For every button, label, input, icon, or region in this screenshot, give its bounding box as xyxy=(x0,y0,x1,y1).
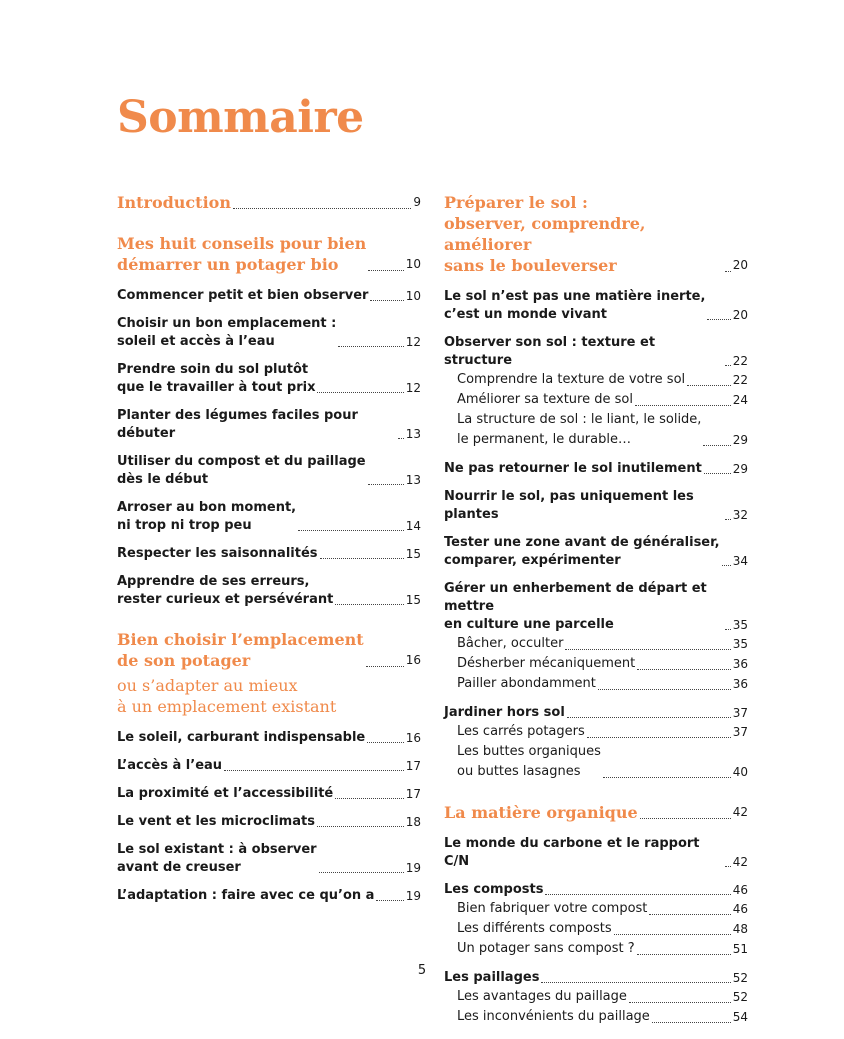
page-title: Sommaire xyxy=(117,92,364,143)
toc-entry-title: Comprendre la texture de votre sol xyxy=(457,372,686,387)
toc-page-number: 15 xyxy=(405,547,421,561)
toc-page-number: 40 xyxy=(732,765,748,779)
toc-page-number: 52 xyxy=(732,971,748,985)
dot-leader xyxy=(567,717,731,718)
toc-page-number: 34 xyxy=(732,554,748,568)
toc-entry-title: Le soleil, carburant indispensable xyxy=(117,730,366,745)
dot-leader xyxy=(224,770,404,771)
toc-entry-title: Un potager sans compost ? xyxy=(457,941,635,956)
toc-page-number: 36 xyxy=(732,657,748,671)
toc-page-number: 15 xyxy=(405,593,421,607)
dot-leader xyxy=(687,385,731,386)
toc-entry-title: Bâcher, occulter xyxy=(457,636,564,651)
toc-subentry[interactable] xyxy=(444,919,748,939)
toc-page-number: 46 xyxy=(732,883,748,897)
toc-subentry[interactable] xyxy=(444,674,748,694)
toc-page-number: 36 xyxy=(732,677,748,691)
dot-leader xyxy=(338,346,403,347)
toc-entry-title: La proximité et l’accessibilité xyxy=(117,786,334,801)
toc-entry[interactable] xyxy=(117,407,421,443)
toc-entry-title: Apprendre de ses erreurs, rester curieux et persévérant xyxy=(117,574,334,607)
dot-leader xyxy=(376,900,403,901)
toc-entry-title: Commencer petit et bien observer xyxy=(117,288,369,303)
dot-leader xyxy=(649,914,730,915)
toc-entry-title: Gérer un enherbement de départ et mettre en culture une parcelle xyxy=(444,581,707,632)
toc-entry-title: Bien fabriquer votre compost xyxy=(457,901,648,916)
toc-page-number: 22 xyxy=(732,354,748,368)
dot-leader xyxy=(725,519,731,520)
toc-entry-title: Utiliser du compost et du paillage dès le début xyxy=(117,454,366,487)
toc-page-number: 52 xyxy=(732,990,748,1004)
toc-entry-title: Préparer le sol : observer, comprendre, améliorer sans le bouleverser xyxy=(444,193,646,275)
dot-leader xyxy=(637,954,731,955)
dot-leader xyxy=(565,649,730,650)
toc-entry-title: Améliorer sa texture de sol xyxy=(457,392,633,407)
toc-page-number: 22 xyxy=(732,373,748,387)
dot-leader xyxy=(707,319,730,320)
toc-entry[interactable] xyxy=(444,334,748,370)
toc-page-number: 19 xyxy=(405,889,421,903)
toc-entry-title: Choisir un bon emplacement : soleil et accès à l’eau xyxy=(117,316,337,349)
toc-subentry[interactable] xyxy=(444,899,748,919)
toc-page-number: 9 xyxy=(413,195,421,209)
toc-subentry[interactable] xyxy=(444,742,748,782)
toc-entry-title: Ne pas retourner le sol inutilement xyxy=(444,461,702,476)
toc-entry-title: Introduction xyxy=(117,193,231,212)
toc-entry-title: Prendre soin du sol plutôt que le travailler à tout prix xyxy=(117,362,316,395)
toc-page-number: 48 xyxy=(732,922,748,936)
toc-page-number: 37 xyxy=(732,725,748,739)
toc-subentry[interactable] xyxy=(444,370,748,390)
dot-leader xyxy=(233,208,411,209)
toc-section-heading[interactable] xyxy=(444,802,748,823)
toc-page-number: 16 xyxy=(405,731,421,745)
toc-right-column xyxy=(444,192,748,1027)
toc-entry-title: Les carrés potagers xyxy=(457,724,585,739)
toc-entry[interactable] xyxy=(444,835,748,871)
toc-page-number: 24 xyxy=(732,393,748,407)
toc-page-number: 18 xyxy=(405,815,421,829)
toc-page-number: 20 xyxy=(732,308,748,322)
toc-entry-title: Respecter les saisonnalités xyxy=(117,546,318,561)
toc-entry[interactable] xyxy=(117,573,421,609)
toc-entry[interactable] xyxy=(117,453,421,489)
dot-leader xyxy=(703,445,730,446)
dot-leader xyxy=(317,826,404,827)
toc-entry[interactable] xyxy=(444,881,748,899)
toc-page-number: 32 xyxy=(732,508,748,522)
toc-page-number: 13 xyxy=(405,473,421,487)
dot-leader xyxy=(398,438,404,439)
dot-leader xyxy=(368,484,404,485)
toc-page-number: 17 xyxy=(405,759,421,773)
toc-entry-title: Les composts xyxy=(444,882,544,897)
toc-page-number: 42 xyxy=(732,855,748,869)
toc-entry[interactable] xyxy=(444,460,748,478)
toc-entry-title: Les paillages xyxy=(444,970,540,985)
toc-entry[interactable] xyxy=(117,545,421,563)
dot-leader xyxy=(319,872,404,873)
dot-leader xyxy=(298,530,404,531)
toc-entry-title: Les différents composts xyxy=(457,921,612,936)
toc-subentry[interactable] xyxy=(444,722,748,742)
toc-subentry[interactable] xyxy=(444,634,748,654)
toc-entry-title: Nourrir le sol, pas uniquement les plantes xyxy=(444,489,694,522)
dot-leader xyxy=(725,365,731,366)
dot-leader xyxy=(629,1002,731,1003)
dot-leader xyxy=(704,473,731,474)
dot-leader xyxy=(320,558,404,559)
dot-leader xyxy=(725,271,731,272)
dot-leader xyxy=(367,742,403,743)
toc-page-number: 29 xyxy=(732,433,748,447)
toc-entry-title: Désherber mécaniquement xyxy=(457,656,636,671)
toc-entry[interactable] xyxy=(117,785,421,803)
dot-leader xyxy=(370,300,403,301)
toc-entry-title: Mes huit conseils pour bien démarrer un potager bio xyxy=(117,234,367,274)
toc-entry-title: Planter des légumes faciles pour débuter xyxy=(117,408,358,441)
toc-entry-title: L’accès à l’eau xyxy=(117,758,223,773)
toc-entry-title: Le vent et les microclimats xyxy=(117,814,315,829)
toc-entry-title: Bien choisir l’emplacement de son potager xyxy=(117,630,364,670)
toc-entry[interactable] xyxy=(117,287,421,305)
toc-subentry[interactable] xyxy=(444,939,748,959)
toc-entry[interactable] xyxy=(444,288,748,324)
dot-leader xyxy=(635,405,731,406)
dot-leader xyxy=(725,629,731,630)
toc-entry-title: Tester une zone avant de généraliser, comparer, expérimenter xyxy=(444,535,720,568)
toc-entry-title: Observer son sol : texture et structure xyxy=(444,335,656,368)
toc-entry-title: Les buttes organiques ou buttes lasagnes xyxy=(457,744,601,779)
toc-entry[interactable] xyxy=(444,580,748,634)
toc-entry[interactable] xyxy=(117,361,421,397)
toc-subentry[interactable] xyxy=(444,1007,748,1027)
dot-leader xyxy=(603,777,731,778)
toc-page-number: 19 xyxy=(405,861,421,875)
toc-section-heading[interactable] xyxy=(117,192,421,213)
toc-entry[interactable] xyxy=(117,499,421,535)
toc-page-number: 16 xyxy=(405,653,421,667)
toc-entry[interactable] xyxy=(117,813,421,831)
toc-entry[interactable] xyxy=(117,757,421,775)
toc-left-column xyxy=(117,192,421,905)
dot-leader xyxy=(640,818,731,819)
dot-leader xyxy=(637,669,731,670)
toc-entry[interactable] xyxy=(117,315,421,351)
toc-subentry[interactable] xyxy=(444,410,748,450)
dot-leader xyxy=(335,604,403,605)
dot-leader xyxy=(587,737,731,738)
toc-page-number: 42 xyxy=(732,805,748,819)
dot-leader xyxy=(652,1022,731,1023)
dot-leader xyxy=(368,270,403,271)
dot-leader xyxy=(366,666,404,667)
toc-page-number: 51 xyxy=(732,942,748,956)
toc-entry[interactable] xyxy=(444,704,748,722)
toc-entry[interactable] xyxy=(117,729,421,747)
toc-entry-title: Les avantages du paillage xyxy=(457,989,627,1004)
toc-entry[interactable] xyxy=(444,488,748,524)
toc-entry-title: Le monde du carbone et le rapport C/N xyxy=(444,836,700,869)
toc-page-number: 10 xyxy=(405,289,421,303)
toc-page-number: 14 xyxy=(405,519,421,533)
toc-page-number: 54 xyxy=(732,1010,748,1024)
toc-page-number: 35 xyxy=(732,637,748,651)
toc-entry-title: La matière organique xyxy=(444,803,638,822)
toc-page-number: 29 xyxy=(732,462,748,476)
toc-page-number: 37 xyxy=(732,706,748,720)
dot-leader xyxy=(722,565,731,566)
toc-section-heading[interactable] xyxy=(117,629,421,671)
dot-leader xyxy=(317,392,403,393)
toc-entry-title: Pailler abondamment xyxy=(457,676,596,691)
toc-section-heading[interactable] xyxy=(444,192,748,276)
toc-page-number: 35 xyxy=(732,618,748,632)
toc-subentry[interactable] xyxy=(444,987,748,1007)
toc-page-number: 46 xyxy=(732,902,748,916)
toc-section-heading[interactable] xyxy=(117,233,421,275)
toc-page-number: 17 xyxy=(405,787,421,801)
toc-subentry[interactable] xyxy=(444,654,748,674)
toc-entry-title: L’adaptation : faire avec ce qu’on a xyxy=(117,888,375,903)
toc-entry-title: Le sol n’est pas une matière inerte, c’est un monde vivant xyxy=(444,289,706,322)
dot-leader xyxy=(598,689,731,690)
toc-entry[interactable] xyxy=(444,534,748,570)
toc-entry-title: Jardiner hors sol xyxy=(444,705,565,720)
toc-entry-title: La structure de sol : le liant, le solide, le permanent, le durable… xyxy=(457,412,702,447)
toc-page-number: 20 xyxy=(732,258,748,272)
toc-page-number: 12 xyxy=(405,381,421,395)
section-subtitle: ou s’adapter au mieux à un emplacement existant xyxy=(117,676,337,716)
toc-entry-title: Le sol existant : à observer avant de creuser xyxy=(117,842,317,875)
toc-entry[interactable] xyxy=(117,841,421,877)
dot-leader xyxy=(614,934,731,935)
toc-page-number: 10 xyxy=(405,257,421,271)
toc-entry-title: Arroser au bon moment, ni trop ni trop peu xyxy=(117,500,297,533)
page-number: 5 xyxy=(417,963,427,978)
toc-subentry[interactable] xyxy=(444,390,748,410)
dot-leader xyxy=(541,982,730,983)
dot-leader xyxy=(725,866,731,867)
toc-page-number: 12 xyxy=(405,335,421,349)
toc-entry-title: Les inconvénients du paillage xyxy=(457,1009,650,1024)
dot-leader xyxy=(335,798,403,799)
toc-entry[interactable] xyxy=(117,887,421,905)
toc-page-number: 13 xyxy=(405,427,421,441)
dot-leader xyxy=(545,894,730,895)
